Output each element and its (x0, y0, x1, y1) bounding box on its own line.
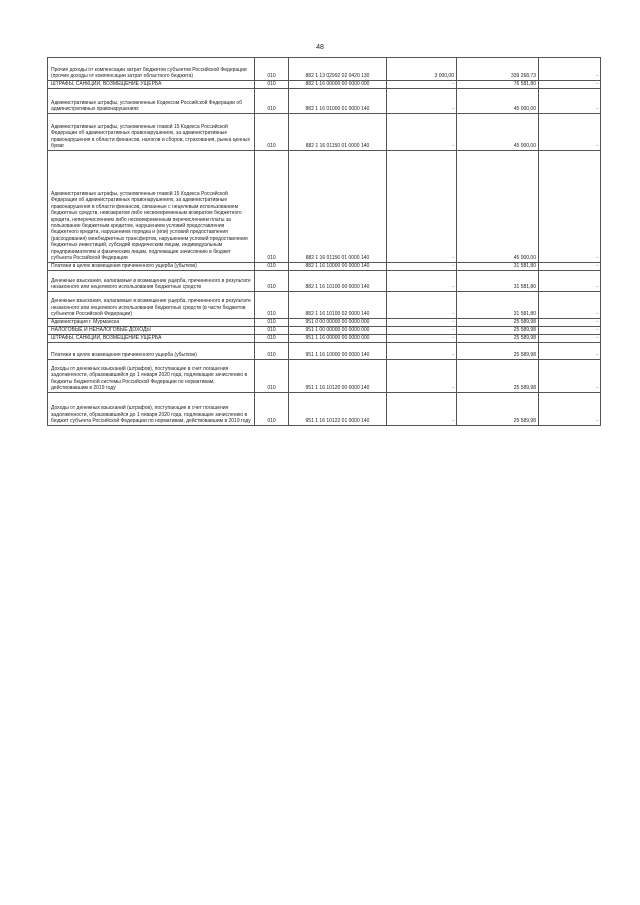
row-remainder: - (539, 58, 601, 81)
row-kbk: 882 1 16 01000 01 0000 140 (289, 89, 387, 114)
row-remainder: - (539, 343, 601, 360)
row-code: 010 (255, 81, 289, 89)
page-number: 48 (316, 44, 324, 51)
row-approved: - (387, 263, 457, 271)
row-code: 010 (255, 393, 289, 426)
row-kbk: 951 1 16 10122 01 0000 140 (289, 393, 387, 426)
row-name: ШТРАФЫ, САНКЦИИ, ВОЗМЕЩЕНИЕ УЩЕРБА (48, 81, 255, 89)
row-name: Платежи в целях возмещения причиненного ущерба (убытков) (48, 343, 255, 360)
row-name: Денежные взыскания, налагаемые в возмещение ущерба, причиненного в результате незаконного или нецелевого использования бюджетных средств (48, 271, 255, 292)
row-code: 010 (255, 319, 289, 327)
row-name: НАЛОГОВЫЕ И НЕНАЛОГОВЫЕ ДОХОДЫ (48, 327, 255, 335)
row-code: 010 (255, 343, 289, 360)
row-remainder: - (539, 292, 601, 319)
row-approved: - (387, 114, 457, 151)
table-row (48, 114, 601, 151)
row-kbk: 882 1 13 02992 02 0420 130 (289, 58, 387, 81)
row-remainder: - (539, 271, 601, 292)
row-code: 010 (255, 263, 289, 271)
row-kbk: 882 1 16 10100 02 0000 140 (289, 292, 387, 319)
row-approved: - (387, 335, 457, 343)
row-remainder: - (539, 263, 601, 271)
row-approved: - (387, 327, 457, 335)
row-executed: 25 589,98 (457, 360, 539, 393)
row-code: 010 (255, 58, 289, 81)
row-kbk: 882 1 16 01150 01 0000 140 (289, 114, 387, 151)
row-remainder: - (539, 81, 601, 89)
row-kbk: 951 0 00 00000 00 0000 000 (289, 319, 387, 327)
row-kbk: 951 1 16 00000 00 0000 000 (289, 335, 387, 343)
row-code: 010 (255, 360, 289, 393)
row-name: Административные штрафы, установленные Кодексом Российской Федерации об административных правонарушениях (48, 89, 255, 114)
row-approved: 3 000,00 (387, 58, 457, 81)
row-executed: 25 589,98 (457, 343, 539, 360)
row-name: Прочие доходы от компенсации затрат бюджетов субъектов Российской Федерации (прочие доходы от компенсации затрат областного бюджета) (48, 58, 255, 81)
table-row (48, 360, 601, 393)
table-row (48, 58, 601, 81)
row-approved: - (387, 89, 457, 114)
row-executed: 25 589,98 (457, 393, 539, 426)
row-approved: - (387, 81, 457, 89)
row-code: 010 (255, 271, 289, 292)
row-kbk: 882 1 16 10100 00 0000 140 (289, 271, 387, 292)
table-row (48, 89, 601, 114)
row-remainder: - (539, 114, 601, 151)
row-name: Административные штрафы, установленные главой 15 Кодекса Российской Федерации об административных правонарушениях, за административные правонарушения в области финансов, связанные с нецелевым использованием бюджетных средств, невозвратом либо несвоевременным возвратом бюджетного кредита, неперечислением либо несвоевременным перечислением платы за пользование бюджетным кредитом, нарушением условий предоставления бюджетного кредита, нарушением порядка и (или) условий предоставления (расходования) межбюджетных трансфертов, нарушением условий предоставления бюджетных инвестиций, субсидий юридическим лицам, индивидуальным предпринимателям и физическим лицам, подлежащие зачислению в бюджет субъекта Российской Федерации (48, 151, 255, 263)
table-row (48, 343, 601, 360)
row-remainder: - (539, 393, 601, 426)
row-executed: 31 581,80 (457, 263, 539, 271)
table-row (48, 81, 601, 89)
table-row (48, 327, 601, 335)
row-remainder: - (539, 89, 601, 114)
row-remainder: - (539, 327, 601, 335)
income-table (47, 57, 601, 426)
row-executed: 31 581,80 (457, 292, 539, 319)
table-row (48, 292, 601, 319)
row-remainder: - (539, 335, 601, 343)
row-approved: - (387, 319, 457, 327)
table-row (48, 151, 601, 263)
row-code: 010 (255, 292, 289, 319)
table-row (48, 335, 601, 343)
row-name: Доходы от денежных взысканий (штрафов), поступающие в счет погашения задолженности, образовавшейся до 1 января 2020 года, подлежащие зачислению в бюджет субъекта Российской Федерации по нормативам, действовавшим в 2019 году (48, 393, 255, 426)
row-approved: - (387, 343, 457, 360)
row-name: Денежные взыскания, налагаемые в возмещение ущерба, причиненного в результате незаконного или нецелевого использования бюджетных средств (в части бюджетов субъектов Российской Федерации) (48, 292, 255, 319)
row-kbk: 882 1 16 10000 00 0000 140 (289, 263, 387, 271)
row-executed: 45 000,00 (457, 89, 539, 114)
row-executed: 45 000,00 (457, 114, 539, 151)
row-remainder: - (539, 360, 601, 393)
row-approved: - (387, 271, 457, 292)
row-executed: 25 589,98 (457, 335, 539, 343)
row-kbk: 882 1 16 00000 00 0000 000 (289, 81, 387, 89)
table-row (48, 263, 601, 271)
row-kbk: 951 1 16 10000 00 0000 140 (289, 343, 387, 360)
row-code: 010 (255, 89, 289, 114)
table-row (48, 319, 601, 327)
row-code: 010 (255, 327, 289, 335)
row-executed: 31 581,80 (457, 271, 539, 292)
row-executed: 25 589,98 (457, 319, 539, 327)
row-name: Платежи в целях возмещения причиненного ущерба (убытков) (48, 263, 255, 271)
row-remainder: - (539, 151, 601, 263)
row-executed: 76 581,80 (457, 81, 539, 89)
row-name: Доходы от денежных взысканий (штрафов), поступающие в счет погашения задолженности, образовавшейся до 1 января 2020 года, подлежащие зачислению в бюджеты бюджетной системы Российской Федерации по нормативам, действовавшим в 2019 году (48, 360, 255, 393)
row-approved: - (387, 393, 457, 426)
row-code: 010 (255, 335, 289, 343)
row-name: Административные штрафы, установленные главой 15 Кодекса Российской Федерации об административных правонарушениях, за административные правонарушения в области финансов, налогов и сборов, страхования, рынка ценных бумаг (48, 114, 255, 151)
row-code: 010 (255, 114, 289, 151)
row-kbk: 951 1 00 00000 00 0000 000 (289, 327, 387, 335)
row-approved: - (387, 360, 457, 393)
table-row (48, 393, 601, 426)
row-remainder: - (539, 319, 601, 327)
row-executed: 45 000,00 (457, 151, 539, 263)
row-approved: - (387, 151, 457, 263)
row-approved: - (387, 292, 457, 319)
row-name: ШТРАФЫ, САНКЦИИ, ВОЗМЕЩЕНИЕ УЩЕРБА (48, 335, 255, 343)
row-kbk: 882 1 16 01156 01 0000 140 (289, 151, 387, 263)
row-code: 010 (255, 151, 289, 263)
row-kbk: 951 1 16 10120 00 0000 140 (289, 360, 387, 393)
row-name: Администрация г. Мурманска (48, 319, 255, 327)
table-row (48, 271, 601, 292)
row-executed: 25 589,98 (457, 327, 539, 335)
row-executed: 339 268,73 (457, 58, 539, 81)
